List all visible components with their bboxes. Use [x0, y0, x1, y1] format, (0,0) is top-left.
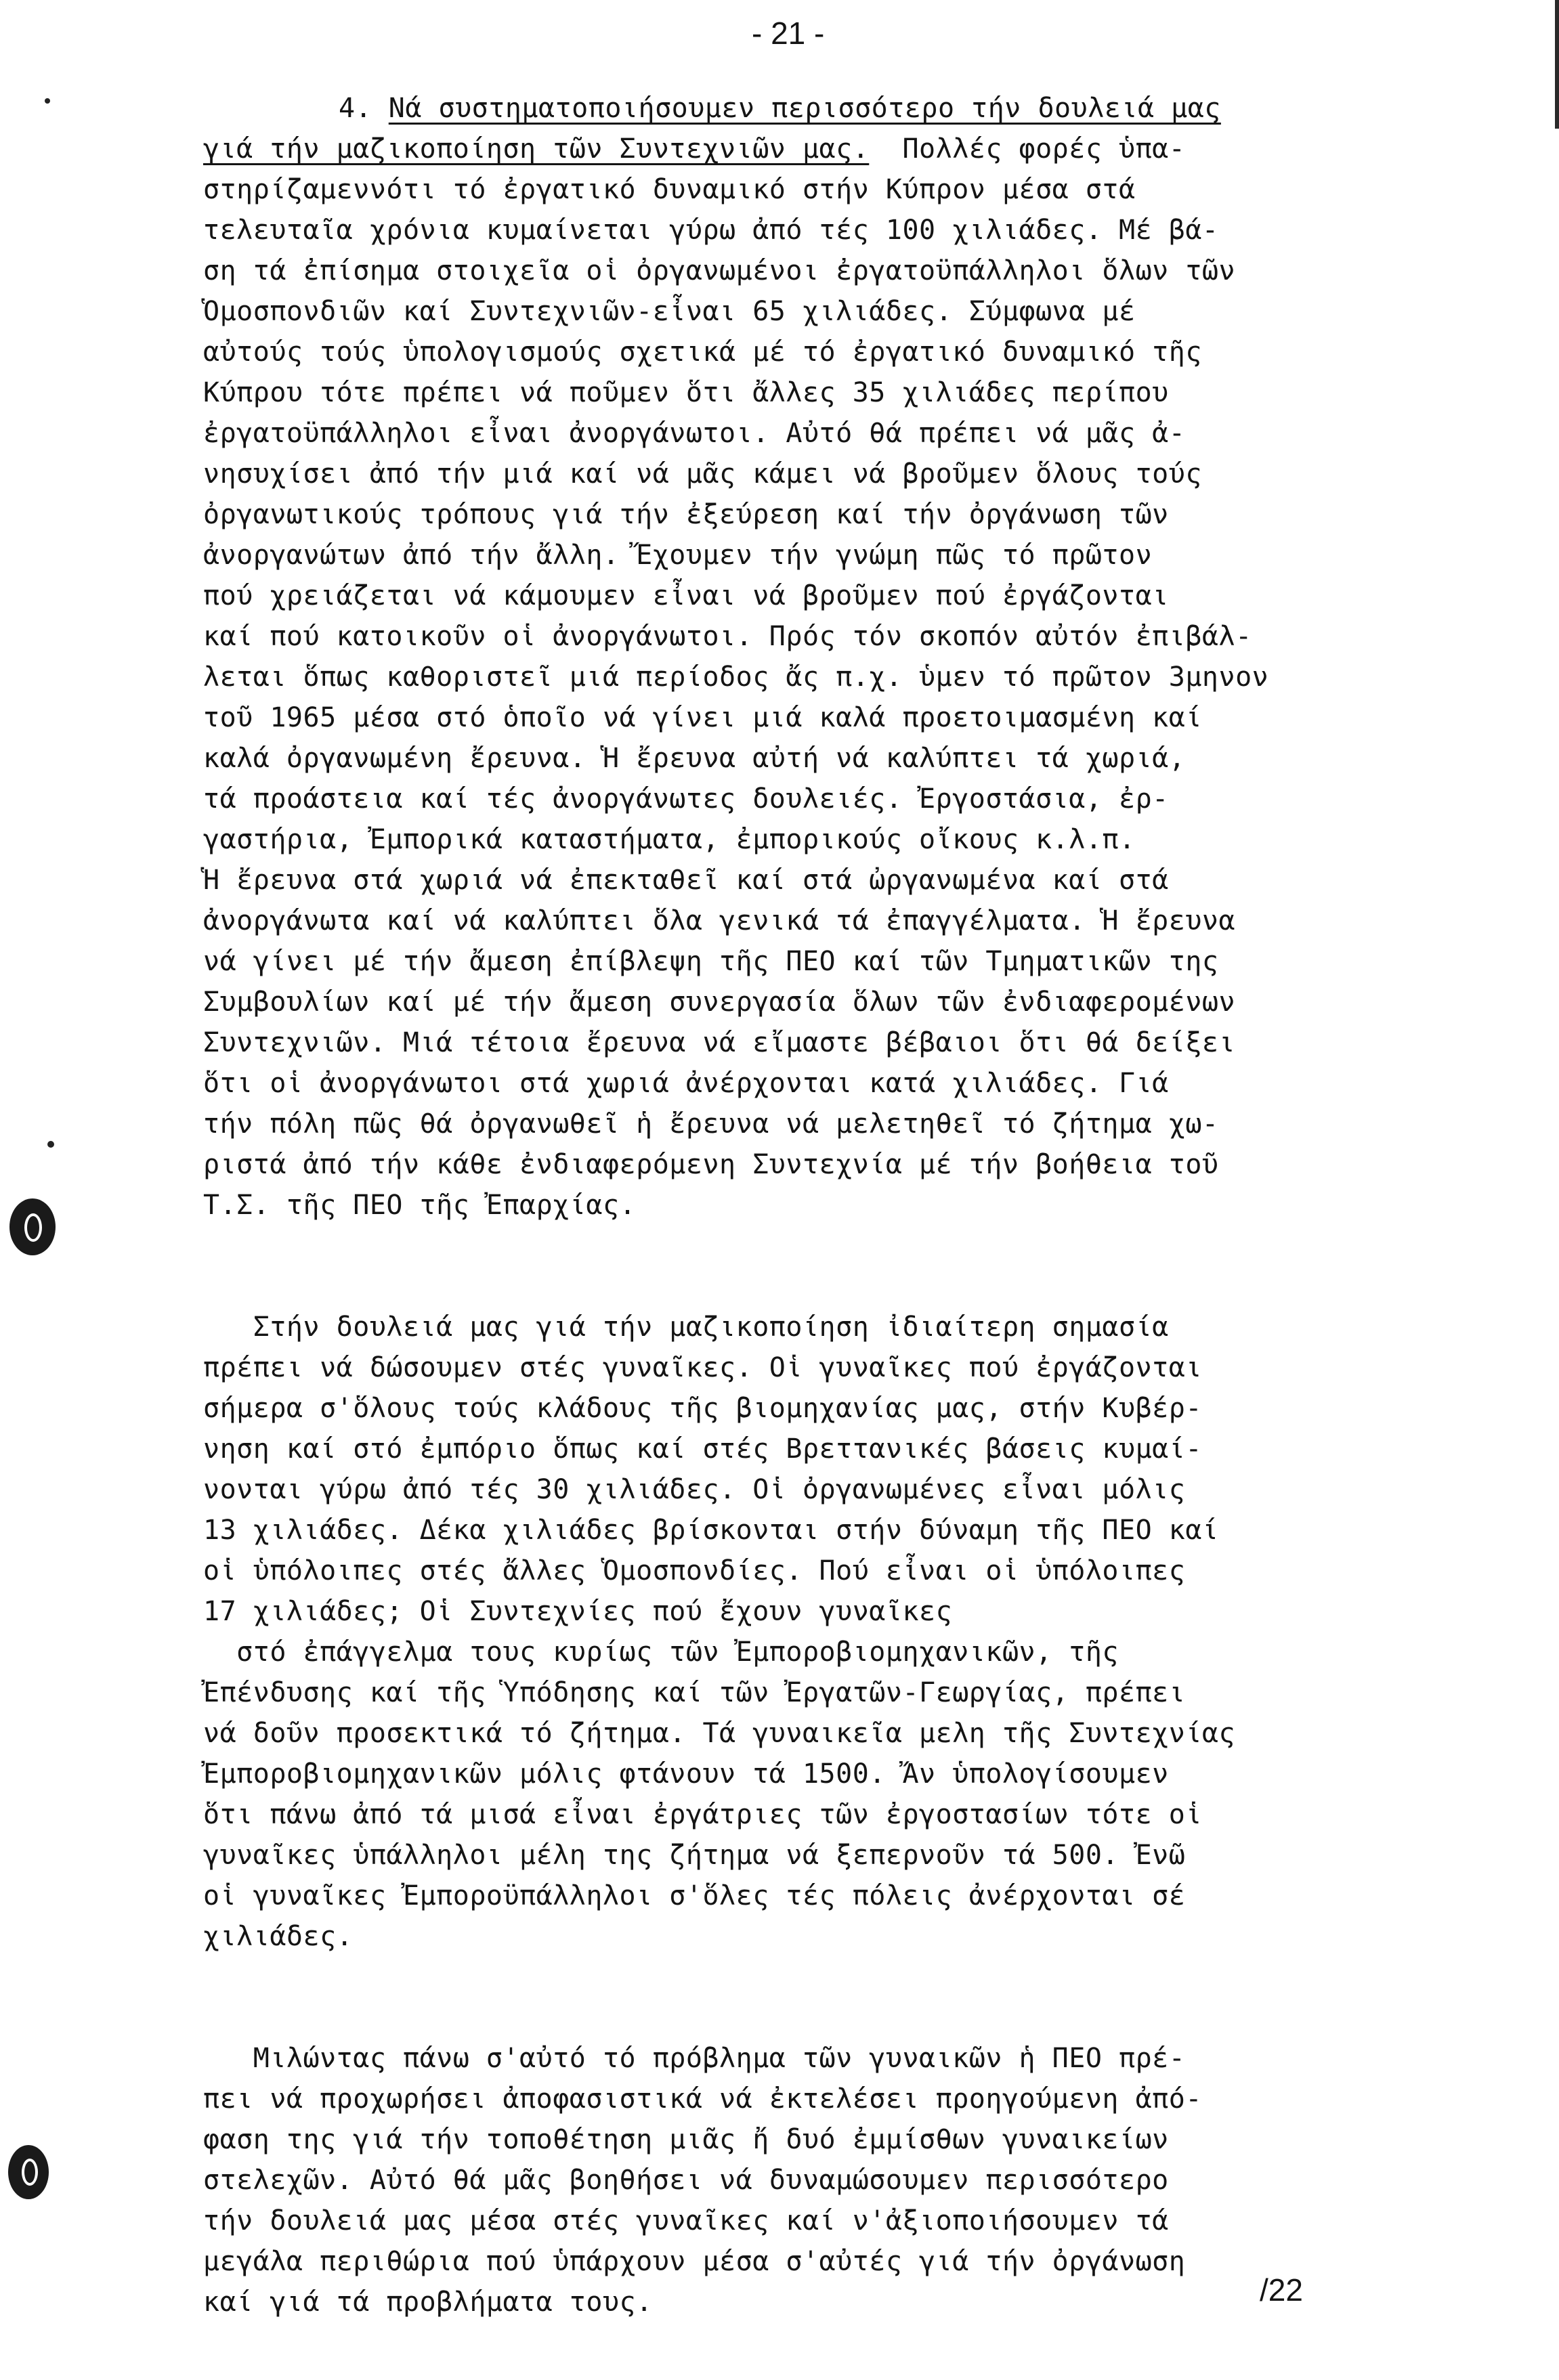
next-page-reference: /22 [1260, 2272, 1303, 2308]
text-line: ὀργανωτικούς τρόπους γιά τήν ἐξεύρεση καί τήν ὀργάνωση τῶν [203, 499, 1169, 530]
text-line: πρέπει νά δώσουμεν στές γυναῖκες. Οἱ γυναῖκες πού ἐργάζονται [203, 1352, 1202, 1383]
section-heading-title: Νά συστηματοποιήσουμεν περισσότερο τήν δουλειά μας [388, 93, 1221, 124]
text-line: οἱ ὑπόλοιπες στές ἄλλες Ὁμοσπονδίες. Πού εἶναι οἱ ὑπόλοιπες [203, 1555, 1186, 1586]
text-line: Ὁμοσπονδιῶν καί Συντεχνιῶν-εἶναι 65 χιλιάδες. Σύμφωνα μέ [203, 296, 1136, 327]
text-line: νηση καί στό ἐμπόριο ὅπως καί στές Βρεττανικές βάσεις κυμαί- [203, 1433, 1202, 1465]
text-line: Ἐπένδυσης καί τῆς Ὑπόδησης καί τῶν Ἐργατῶν-Γεωργίας, πρέπει [203, 1677, 1186, 1708]
text-line: γυναῖκες ὑπάλληλοι μέλη της ζήτημα νά ξεπερνοῦν τά 500. Ἐνῶ [203, 1840, 1186, 1871]
text-line: καί πού κατοικοῦν οἱ ἀνοργάνωτοι. Πρός τόν σκοπόν αὐτόν ἐπιβάλ- [203, 621, 1252, 652]
section-heading-line-1 [203, 88, 1490, 129]
text-line: καί γιά τά προβλήματα τους. [203, 2287, 653, 2318]
text-line: χιλιάδες. [203, 1921, 354, 1952]
text-line: πει νά προχωρήσει ἀποφασιστικά νά ἐκτελέσει προηγούμενη ἀπό- [203, 2083, 1202, 2115]
text-line: νονται γύρω ἀπό τές 30 χιλιάδες. Οἱ ὀργανωμένες εἶναι μόλις [203, 1474, 1186, 1505]
section-heading-line-2 [203, 129, 1490, 169]
section-number: 4. [339, 93, 372, 124]
punch-hole-bottom [8, 2145, 49, 2199]
text-line: ἀνοργάνωτα καί νά καλύπτει ὅλα γενικά τά ἐπαγγέλματα. Ἡ ἔρευνα [203, 905, 1236, 936]
document-body [203, 88, 1490, 2322]
text-line: πού χρειάζεται νά κάμουμεν εἶναι νά βροῦμεν πού ἐργάζονται [203, 580, 1169, 611]
text-line: στό ἐπάγγελμα τους κυρίως τῶν Ἐμποροβιομηχανικῶν, τῆς [203, 1637, 1119, 1668]
paragraph-1 [203, 169, 1490, 1226]
text-line: τοῦ 1965 μέσα στό ὁποῖο νά γίνει μιά καλά προετοιμασμένη καί [203, 702, 1202, 733]
text-line: καλά ὀργανωμένη ἔρευνα. Ἡ ἔρευνα αὐτή νά καλύπτει τά χωριά, [203, 743, 1186, 774]
text-line: Ἡ ἔρευνα στά χωριά νά ἐπεκταθεῖ καί στά ὠργανωμένα καί στά [203, 865, 1169, 896]
text-line: νησυχίσει ἀπό τήν μιά καί νά μᾶς κάμει νά βροῦμεν ὅλους τούς [203, 458, 1202, 490]
text-line: ὅτι οἱ ἀνοργάνωτοι στά χωριά ἀνέρχονται κατά χιλιάδες. Γιά [203, 1068, 1169, 1099]
text-line: νά δοῦν προσεκτικά τό ζήτημα. Τά γυναικεῖα μελη τῆς Συντεχνίας [203, 1718, 1236, 1749]
scan-speck [45, 98, 50, 104]
text-line: αὐτούς τούς ὑπολογισμούς σχετικά μέ τό ἐργατικό δυναμικό τῆς [203, 337, 1202, 368]
text-line: ση τά ἐπίσημα στοιχεῖα οἱ ὀργανωμένοι ἐργατοϋπάλληλοι ὅλων τῶν [203, 255, 1236, 286]
text-line: ὅτι πάνω ἀπό τά μισά εἶναι ἐργάτριες τῶν ἐργοστασίων τότε οἱ [203, 1799, 1202, 1830]
text-line: Συμβουλίων καί μέ τήν ἄμεση συνεργασία ὅλων τῶν ἐνδιαφερομένων [203, 987, 1236, 1018]
text-line: ἐργατοϋπάλληλοι εἶναι ἀνοργάνωτοι. Αὐτό θά πρέπει νά μᾶς ἀ- [203, 418, 1186, 449]
text-line: Συντεχνιῶν. Μιά τέτοια ἔρευνα νά εἴμαστε βέβαιοι ὅτι θά δείξει [203, 1027, 1236, 1058]
text-line: νά γίνει μέ τήν ἄμεση ἐπίβλεψη τῆς ΠΕΟ καί τῶν Τμηματικῶν της [203, 946, 1219, 977]
page-number: - 21 - [752, 16, 825, 51]
text-line: στηρίζαμεννότι τό ἐργατικό δυναμικό στήν Κύπρον μέσα στά [203, 174, 1136, 205]
text-line: Μιλώντας πάνω σ'αὐτό τό πρόβλημα τῶν γυναικῶν ἡ ΠΕΟ πρέ- [203, 2043, 1186, 2074]
text-line: γαστήρια, Ἐμπορικά καταστήματα, ἐμπορικούς οἴκους κ.λ.π. [203, 824, 1136, 855]
text-line: τήν δουλειά μας μέσα στές γυναῖκες καί ν'ἀξιοποιήσουμεν τά [203, 2205, 1169, 2236]
text-line: τά προάστεια καί τές ἀνοργάνωτες δουλειές. Ἐργοστάσια, ἐρ- [203, 783, 1169, 815]
text-line: φαση της γιά τήν τοποθέτηση μιᾶς ἤ δυό ἐμμίσθων γυναικείων [203, 2124, 1169, 2155]
text-line: 17 χιλιάδες; Οἱ Συντεχνίες πού ἔχουν γυναῖκες [203, 1596, 953, 1627]
text-line: ἀνοργανώτων ἀπό τήν ἄλλη. Ἔχουμεν τήν γνώμη πῶς τό πρῶτον [203, 540, 1153, 571]
text-line: Ἐμποροβιομηχανικῶν μόλις φτάνουν τά 1500. Ἄν ὑπολογίσουμεν [203, 1758, 1169, 1790]
text-line: Στήν δουλειά μας γιά τήν μαζικοποίηση ἰδιαίτερη σημασία [203, 1312, 1169, 1343]
text-line: οἱ γυναῖκες Ἐμποροϋπάλληλοι σ'ὅλες τές πόλεις ἀνέρχονται σέ [203, 1880, 1186, 1911]
text-line: στελεχῶν. Αὐτό θά μᾶς βοηθήσει νά δυναμώσουμεν περισσότερο [203, 2165, 1169, 2196]
text-line: Κύπρου τότε πρέπει νά ποῦμεν ὅτι ἄλλες 35 χιλιάδες περίπου [203, 377, 1169, 408]
paragraph-2 [203, 1307, 1490, 1957]
text-line: ριστά ἀπό τήν κάθε ἐνδιαφερόμενη Συντεχνία μέ τήν βοήθεια τοῦ [203, 1149, 1219, 1180]
section-heading-title-cont: γιά τήν μαζικοποίηση τῶν Συντεχνιῶν μας. [203, 133, 870, 165]
text-line: τήν πόλη πῶς θά ὀργανωθεῖ ἡ ἔρευνα νά μελετηθεῖ τό ζήτημα χω- [203, 1108, 1219, 1140]
punch-hole-top [9, 1198, 56, 1255]
text-line: Τ.Σ. τῆς ΠΕΟ τῆς Ἐπαρχίας. [203, 1190, 637, 1221]
text-line: μεγάλα περιθώρια πού ὑπάρχουν μέσα σ'αὐτές γιά τήν ὀργάνωση [203, 2246, 1186, 2277]
text-line: σήμερα σ'ὅλους τούς κλάδους τῆς βιομηχανίας μας, στήν Κυβέρ- [203, 1393, 1202, 1424]
scan-speck [47, 1141, 54, 1148]
text-line: λεται ὅπως καθοριστεῖ μιά περίοδος ἄς π.χ. ὑμεν τό πρῶτον 3μηνον [203, 662, 1269, 693]
text-line: 13 χιλιάδες. Δέκα χιλιάδες βρίσκονται στήν δύναμη τῆς ΠΕΟ καί [203, 1515, 1219, 1546]
text-line: τελευταῖα χρόνια κυμαίνεται γύρω ἀπό τές 100 χιλιάδες. Μέ βά- [203, 215, 1219, 246]
scan-edge-line [1555, 0, 1559, 129]
paragraph-start: Πολλές φορές ὑπα- [869, 133, 1186, 165]
